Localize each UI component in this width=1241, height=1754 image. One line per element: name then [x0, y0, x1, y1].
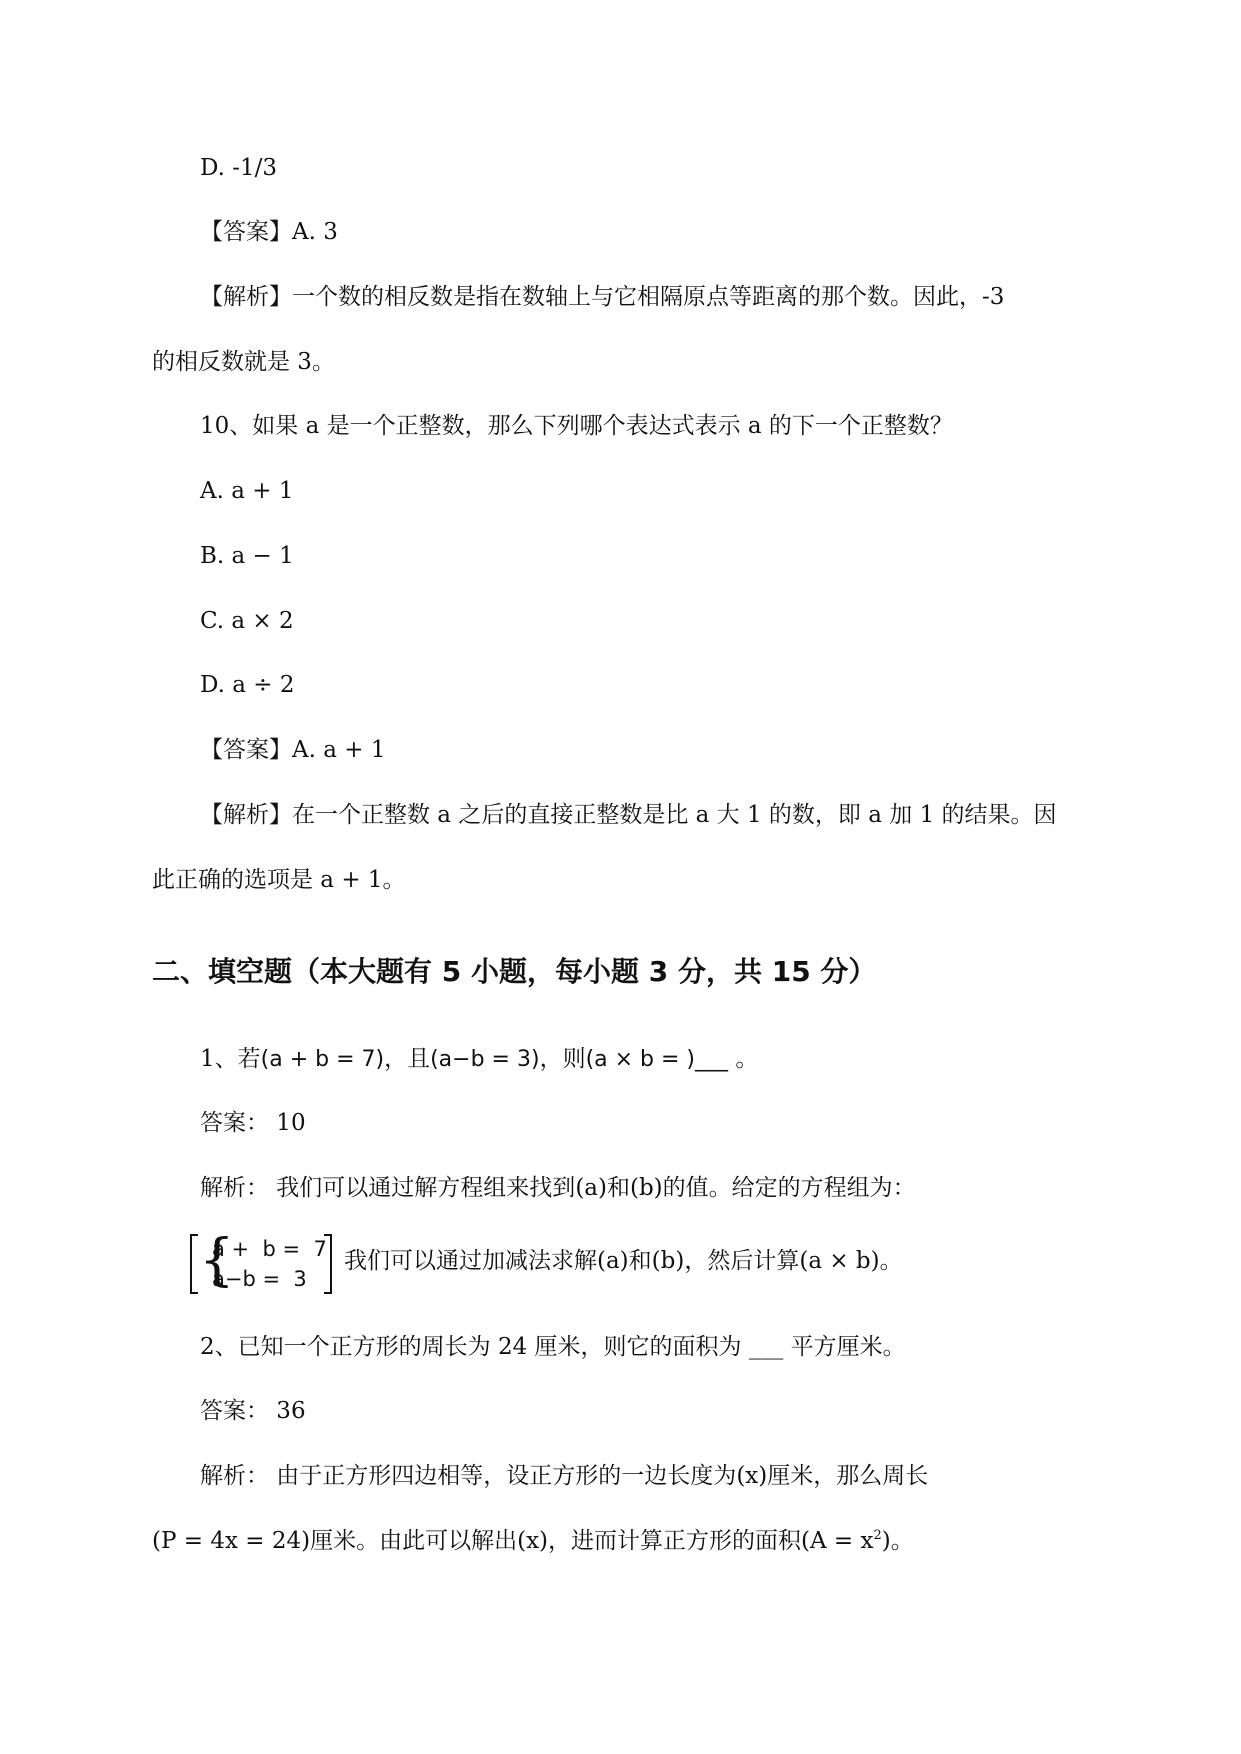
fill-q1-prefix: 1、若 — [200, 1046, 261, 1072]
system-text-mid: ，然后计算 — [684, 1248, 800, 1274]
system-text-end: 。 — [879, 1248, 903, 1274]
q10-option-a: A. a + 1 — [200, 478, 294, 504]
q2-area-base: (A = x — [801, 1528, 874, 1554]
fill-q1-expr1: (a + b = 7) — [260, 1047, 385, 1072]
system-var-a: (a) — [597, 1248, 629, 1274]
q10-option-c: C. a × 2 — [200, 608, 294, 634]
q2-line2-mid1: 厘米。由此可以解出 — [310, 1528, 518, 1554]
equation-system — [190, 1228, 332, 1298]
fill-q1-analysis-prefix: 解析： 我们可以通过解方程组来找到 — [200, 1175, 576, 1201]
left-brace: { — [199, 1228, 235, 1293]
fill-q1-mid2: ，则 — [539, 1046, 586, 1072]
fill-q1-analysis-suffix: 的值。给定的方程组为： — [662, 1175, 916, 1201]
q9-answer: 【答案】A. 3 — [200, 219, 338, 245]
system-text-prefix: 我们可以通过加减法求解 — [344, 1248, 597, 1274]
q2-perimeter-expr: (P = 4x = 24) — [152, 1528, 311, 1554]
fill-q2-question: 2、已知一个正方形的周长为 24 厘米，则它的面积为 ___ 平方厘米。 — [200, 1334, 906, 1360]
q2-var-x2: (x) — [517, 1528, 549, 1554]
fill-q1-expr3: (a × b = )___ — [585, 1047, 729, 1072]
q10-analysis-line1: 【解析】在一个正整数 a 之后的直接正整数是比 a 大 1 的数，即 a 加 1 的结果。因 — [200, 802, 1057, 828]
q2-analysis-mid: 厘米，那么周长 — [767, 1463, 929, 1489]
fill-q1-analysis — [200, 1173, 916, 1203]
fill-q1-and: 和 — [606, 1175, 630, 1201]
q2-var-x: (x) — [736, 1463, 768, 1489]
fill-q2-answer: 答案： 36 — [200, 1398, 306, 1424]
q2-line2-mid2: ，进而计算正方形的面积 — [548, 1528, 802, 1554]
q2-analysis-prefix: 解析： 由于正方形四边相等，设正方形的一边长度为 — [200, 1463, 737, 1489]
fill-q1-var-a: (a) — [575, 1175, 607, 1201]
q2-area-close: ) — [881, 1528, 891, 1554]
right-bracket — [324, 1234, 332, 1294]
fill-q1-suffix: 。 — [728, 1046, 759, 1072]
fill-q2-analysis-line1 — [200, 1461, 928, 1491]
fill-q1-var-b: (b) — [629, 1175, 663, 1201]
fill-q1-mid1: ，且 — [384, 1046, 431, 1072]
section-heading: 二、填空题（本大题有 5 小题，每小题 3 分，共 15 分） — [152, 955, 877, 988]
fill-q1-expr2: (a−b = 3) — [430, 1047, 540, 1072]
fill-q1-system-text — [344, 1246, 903, 1276]
q9-option-d: D. -1/3 — [200, 155, 278, 181]
q9-analysis-line1: 【解析】一个数的相反数是指在数轴上与它相隔原点等距离的那个数。因此，-3 — [200, 284, 1005, 310]
q10-option-d: D. a ÷ 2 — [200, 672, 295, 698]
fill-q2-analysis-line2 — [152, 1526, 914, 1556]
q10-answer: 【答案】A. a + 1 — [200, 737, 386, 763]
q10-question: 10、如果 a 是一个正整数，那么下列哪个表达式表示 a 的下一个正整数？ — [200, 413, 953, 439]
equation-1: a + b = 7 — [212, 1237, 327, 1261]
q9-analysis-line2: 的相反数就是 3。 — [152, 349, 335, 375]
system-var-b: (b) — [651, 1248, 685, 1274]
q10-analysis-line2: 此正确的选项是 a + 1。 — [152, 867, 406, 893]
fill-q1-answer: 答案： 10 — [200, 1110, 306, 1136]
q2-area-exponent: 2 — [873, 1528, 882, 1543]
q10-option-b: B. a − 1 — [200, 543, 294, 569]
system-and: 和 — [628, 1248, 652, 1274]
left-bracket — [190, 1234, 198, 1294]
system-expr: (a × b) — [799, 1248, 880, 1274]
q2-line2-end: 。 — [890, 1528, 914, 1554]
fill-q1-question — [200, 1044, 758, 1075]
equation-2: a−b = 3 — [212, 1267, 307, 1291]
